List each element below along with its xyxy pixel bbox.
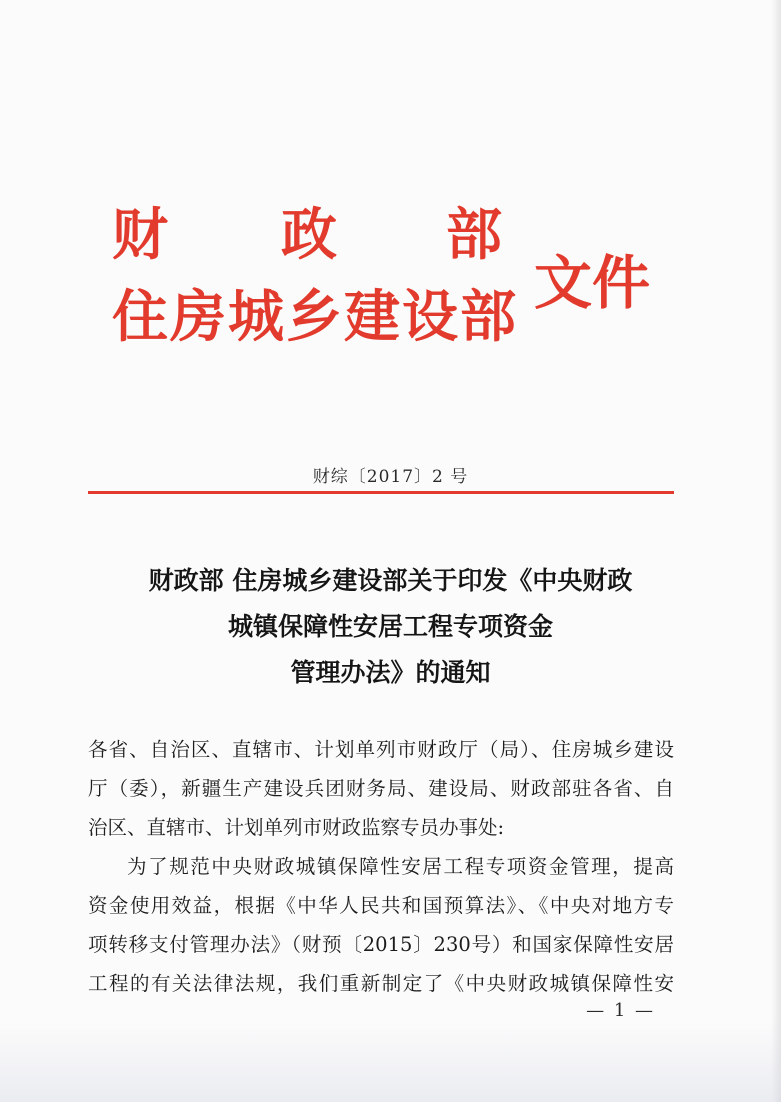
scan-shadow-bottom: [0, 1022, 781, 1102]
body-line-2: 厅（委），新疆生产建设兵团财务局、建设局、财政部驻各省、自: [88, 777, 674, 800]
red-divider: [88, 491, 674, 494]
document-label: 文件: [534, 249, 651, 317]
title-line-2: 城镇保障性安居工程专项资金: [227, 612, 553, 641]
page-number: — 1 —: [586, 1000, 655, 1021]
scan-shadow-right: [771, 0, 781, 1102]
title-line-1: 财政部 住房城乡建设部关于印发《中央财政: [148, 566, 633, 595]
title-line-3: 管理办法》的通知: [290, 658, 491, 687]
document-number: 财综〔2017〕2 号: [312, 467, 469, 487]
body-line-3: 治区、直辖市、计划单列市财政监察专员办事处:: [88, 816, 505, 839]
issuer-char-cai: 财: [112, 203, 168, 268]
body-line-1: 各省、自治区、直辖市、计划单列市财政厅（局）、住房城乡建设: [88, 738, 674, 761]
issuer-char-bu: 部: [446, 203, 502, 268]
body-line-6: 项转移支付管理办法》（财预〔2015〕230号）和国家保障性安居: [88, 933, 674, 956]
body-line-4: 为了规范中央财政城镇保障性安居工程专项资金管理，提高: [127, 855, 674, 878]
notice-title: [70, 558, 711, 696]
issuer-housing-ministry: 住房城乡建设部: [112, 285, 518, 350]
body-line-7: 工程的有关法律法规，我们重新制定了《中央财政城镇保障性安: [88, 972, 674, 995]
body-line-5: 资金使用效益，根据《中华人民共和国预算法》、《中央对地方专: [88, 894, 674, 917]
issuer-char-zheng: 政: [281, 203, 337, 268]
